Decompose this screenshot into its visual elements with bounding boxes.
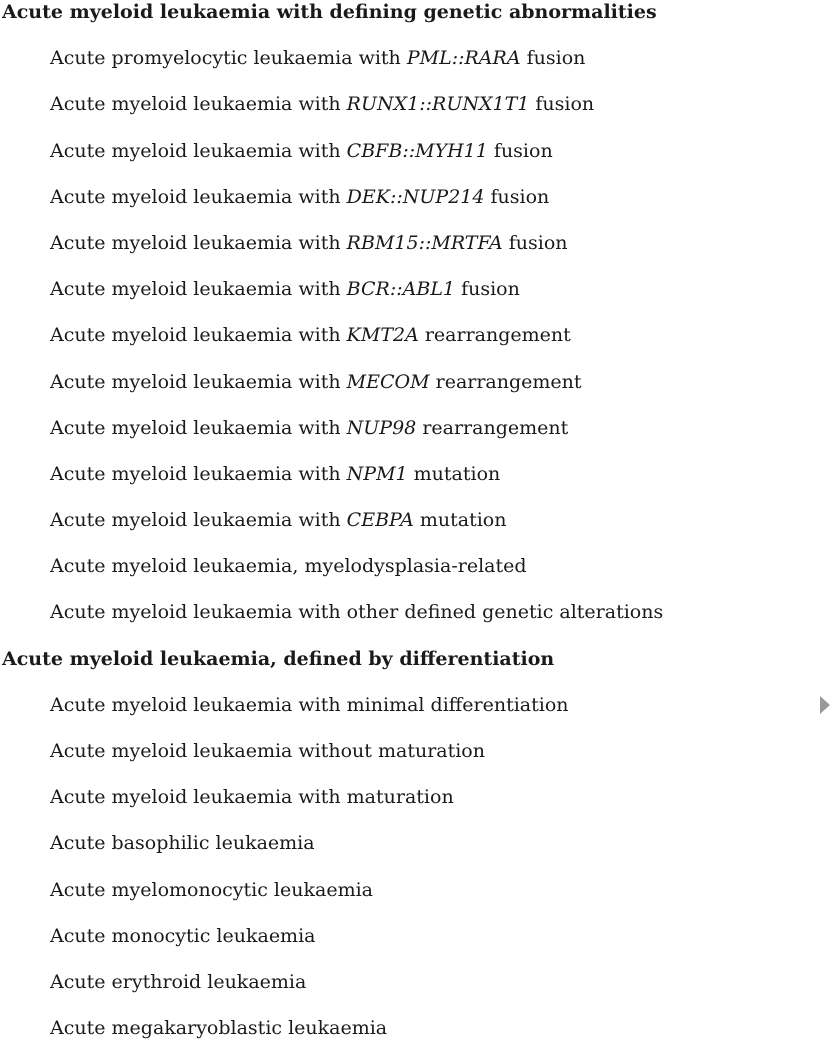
list-item-label: Acute myeloid leukaemia with CBFB::MYH11 fusion [50,139,553,162]
list-item-label: Acute myeloid leukaemia with CEBPA mutation [50,509,507,532]
section-heading-genetic [0,0,834,46]
list-item-label: Acute myeloid leukaemia with BCR::ABL1 fusion [50,278,520,301]
list-item[interactable] [0,46,834,92]
list-item[interactable] [0,508,834,554]
list-item[interactable] [0,1016,834,1062]
list-item-label: Acute myeloid leukaemia with maturation [50,786,454,809]
list-item[interactable] [0,370,834,416]
list-item-label: Acute myeloid leukaemia with KMT2A rearrangement [50,324,571,347]
list-item-label: Acute monocytic leukaemia [50,924,316,947]
list-item-label: Acute basophilic leukaemia [50,832,315,855]
list-item-label: Acute myelomonocytic leukaemia [50,878,373,901]
list-item-label: Acute myeloid leukaemia with NUP98 rearrangement [50,416,569,439]
list-item-label: Acute myeloid leukaemia with minimal differentiation [50,693,569,716]
list-item-label: Acute myeloid leukaemia with RBM15::MRTFA fusion [50,231,568,254]
list-item[interactable] [0,924,834,970]
list-item[interactable] [0,462,834,508]
triangle-right-icon[interactable] [820,696,830,714]
section-heading-label: Acute myeloid leukaemia with defining genetic abnormalities [2,1,657,23]
list-item[interactable] [0,970,834,1016]
list-item-label: Acute myeloid leukaemia with DEK::NUP214 fusion [50,185,550,208]
list-item-label: Acute myeloid leukaemia with other defined genetic alterations [50,601,664,624]
list-item-label: Acute myeloid leukaemia, myelodysplasia-related [50,555,527,578]
list-item[interactable] [0,92,834,138]
list-item[interactable] [0,831,834,877]
list-item-label: Acute myeloid leukaemia with NPM1 mutation [50,462,501,485]
list-item[interactable] [0,323,834,369]
list-item[interactable] [0,185,834,231]
list-item[interactable] [0,139,834,185]
section-heading-label: Acute myeloid leukaemia, defined by differentiation [2,647,555,670]
list-item[interactable] [0,600,834,646]
list-item[interactable] [0,554,834,600]
list-item[interactable] [0,277,834,323]
list-item[interactable] [0,231,834,277]
list-item[interactable] [0,739,834,785]
list-item-label: Acute myeloid leukaemia with MECOM rearrangement [50,370,582,393]
list-item-label: Acute megakaryoblastic leukaemia [50,1017,388,1040]
list-item[interactable] [0,416,834,462]
list-item[interactable] [0,878,834,924]
list-item-label: Acute erythroid leukaemia [50,970,307,993]
list-item-label: Acute promyelocytic leukaemia with PML::RARA fusion [50,47,586,70]
list-item-label: Acute myeloid leukaemia without maturation [50,740,485,762]
list-item[interactable] [0,693,834,739]
list-item-label: Acute myeloid leukaemia with RUNX1::RUNX1T1 fusion [50,93,595,116]
section-heading-differentiation [0,647,834,693]
list-item[interactable] [0,785,834,831]
